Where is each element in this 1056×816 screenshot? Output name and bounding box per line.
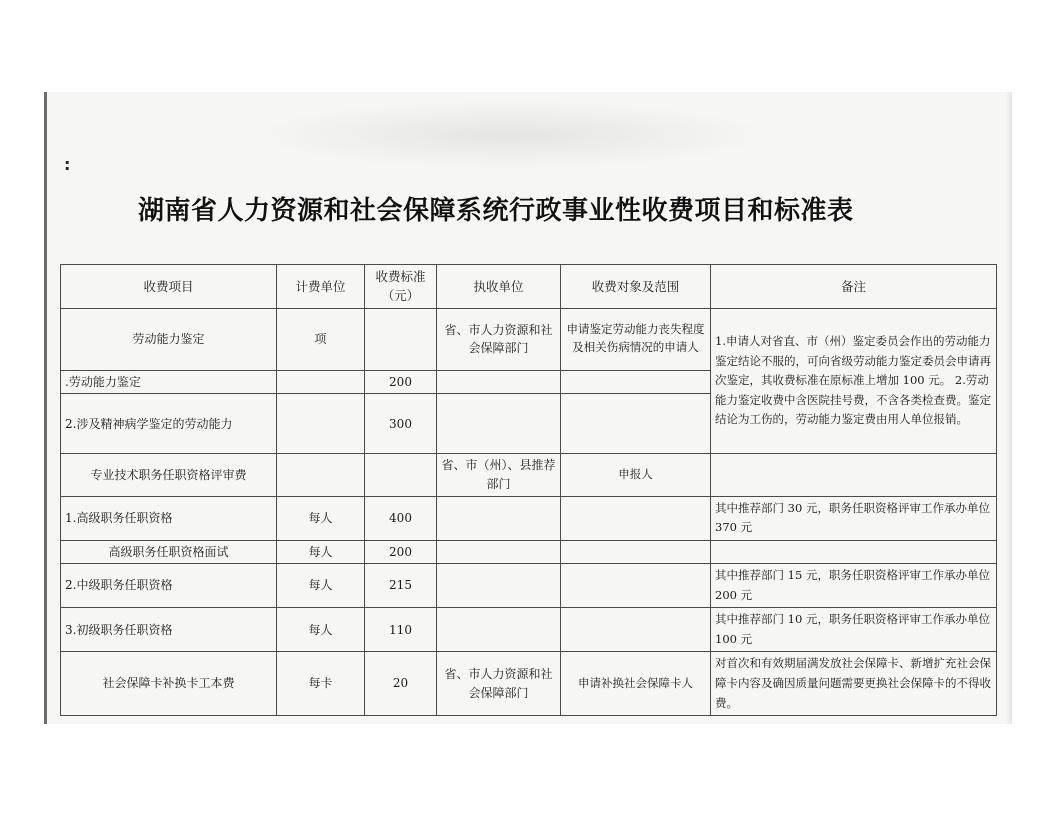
standard-cell — [365, 308, 437, 370]
collector-cell — [437, 540, 561, 564]
unit-cell — [277, 394, 365, 454]
collector-cell — [437, 496, 561, 540]
standard-cell: 300 — [365, 394, 437, 454]
standard-cell: 20 — [365, 652, 437, 716]
table-row — [61, 652, 997, 716]
item-cell: 2.中级职务任职资格 — [61, 564, 277, 608]
scope-cell: 申请鉴定劳动能力丧失程度及相关伤病情况的申请人 — [561, 308, 711, 370]
header-remarks: 备注 — [711, 265, 997, 309]
collector-cell — [437, 394, 561, 454]
unit-cell — [277, 370, 365, 394]
unit-cell: 每人 — [277, 608, 365, 652]
scope-cell: 申报人 — [561, 454, 711, 496]
collector-cell: 省、市人力资源和社会保障部门 — [437, 652, 561, 716]
page-edge-shadow — [1006, 92, 1012, 724]
table-header-row — [61, 265, 997, 309]
item-cell: 劳动能力鉴定 — [61, 308, 277, 370]
collector-cell: 省、市（州）、县推荐部门 — [437, 454, 561, 496]
item-cell: 2.涉及精神病学鉴定的劳动能力 — [61, 394, 277, 454]
remarks-cell: 对首次和有效期届满发放社会保障卡、新增扩充社会保障卡内容及确因质量问题需要更换社会保障卡的不得收费。 — [711, 652, 997, 716]
document-title: 湖南省人力资源和社会保障系统行政事业性收费项目和标准表 — [138, 196, 854, 226]
scope-cell — [561, 394, 711, 454]
remarks-cell — [711, 454, 997, 496]
collector-cell — [437, 370, 561, 394]
unit-cell — [277, 454, 365, 496]
remarks-cell: 1.申请人对省直、市（州）鉴定委员会作出的劳动能力鉴定结论不服的，可向省级劳动能力鉴定委员会申请再次鉴定，其收费标准在原标准上增加 100 元。 2.劳动能力鉴定收费中含医院挂号费，不含各类检查费。鉴定结论为工伤的，劳动能力鉴定费由用人单位报销。 — [711, 308, 997, 454]
unit-cell: 每人 — [277, 496, 365, 540]
scope-cell — [561, 608, 711, 652]
standard-cell — [365, 454, 437, 496]
standard-cell: 215 — [365, 564, 437, 608]
standard-cell: 200 — [365, 540, 437, 564]
fee-table — [60, 264, 997, 716]
item-cell: .劳动能力鉴定 — [61, 370, 277, 394]
margin-marks: : — [64, 155, 71, 174]
collector-cell — [437, 564, 561, 608]
scope-cell — [561, 540, 711, 564]
unit-cell: 每人 — [277, 564, 365, 608]
standard-cell: 400 — [365, 496, 437, 540]
scope-cell: 申请补换社会保障卡人 — [561, 652, 711, 716]
scope-cell — [561, 370, 711, 394]
standard-cell: 110 — [365, 608, 437, 652]
header-standard: 收费标准（元） — [365, 265, 437, 309]
item-cell: 社会保障卡补换卡工本费 — [61, 652, 277, 716]
item-cell: 专业技术职务任职资格评审费 — [61, 454, 277, 496]
table-row — [61, 454, 997, 496]
scope-cell — [561, 564, 711, 608]
remarks-cell: 其中推荐部门 15 元，职务任职资格评审工作承办单位 200 元 — [711, 564, 997, 608]
bleed-through-smudge — [250, 100, 770, 170]
table-row — [61, 540, 997, 564]
remarks-cell — [711, 540, 997, 564]
item-cell: 1.高级职务任职资格 — [61, 496, 277, 540]
header-unit: 计费单位 — [277, 265, 365, 309]
unit-cell: 每卡 — [277, 652, 365, 716]
collector-cell: 省、市人力资源和社会保障部门 — [437, 308, 561, 370]
table-row — [61, 496, 997, 540]
remarks-cell: 其中推荐部门 30 元，职务任职资格评审工作承办单位 370 元 — [711, 496, 997, 540]
header-collector: 执收单位 — [437, 265, 561, 309]
unit-cell: 项 — [277, 308, 365, 370]
header-scope: 收费对象及范围 — [561, 265, 711, 309]
collector-cell — [437, 608, 561, 652]
table-row — [61, 608, 997, 652]
item-cell: 3.初级职务任职资格 — [61, 608, 277, 652]
header-item: 收费项目 — [61, 265, 277, 309]
table-row — [61, 308, 997, 370]
scope-cell — [561, 496, 711, 540]
standard-cell: 200 — [365, 370, 437, 394]
unit-cell: 每人 — [277, 540, 365, 564]
item-cell: 高级职务任职资格面试 — [61, 540, 277, 564]
remarks-cell: 其中推荐部门 10 元，职务任职资格评审工作承办单位 100 元 — [711, 608, 997, 652]
table-row — [61, 564, 997, 608]
